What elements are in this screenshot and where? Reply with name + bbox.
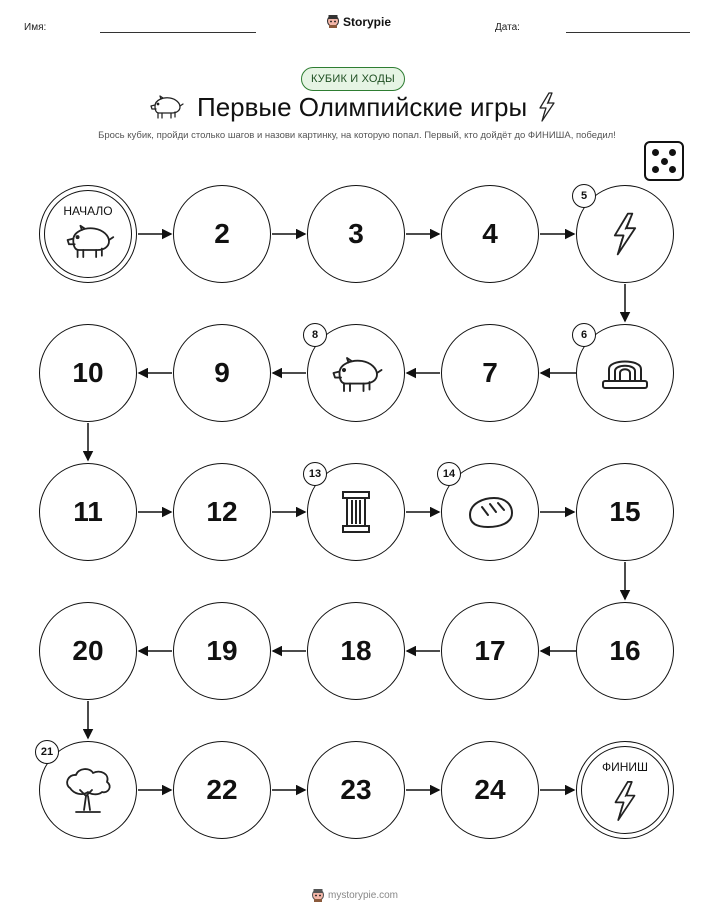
board-cell-10 <box>39 324 137 422</box>
board-cell-18 <box>307 602 405 700</box>
board-cell-7 <box>441 324 539 422</box>
board-cell-9 <box>173 324 271 422</box>
board-cell-16 <box>576 602 674 700</box>
boar-icon <box>329 352 383 394</box>
brand-name: Storypie <box>343 14 392 29</box>
cell-number: 24 <box>474 774 506 805</box>
finish-label: ФИНИШ <box>601 760 649 774</box>
board-cell-23 <box>307 741 405 839</box>
board-cell-12 <box>173 463 271 561</box>
cell-number: 18 <box>340 635 372 666</box>
board-cell-8 <box>307 324 405 422</box>
cell-number: 11 <box>73 496 103 527</box>
cell-number-badge: 13 <box>303 462 327 486</box>
cell-number: 17 <box>474 635 506 666</box>
cell-number: 4 <box>482 218 498 249</box>
board-cell-14 <box>441 463 539 561</box>
bread-icon <box>466 495 514 529</box>
cell-number-badge: 5 <box>572 184 596 208</box>
page-title: Первые Олимпийские игры <box>197 92 528 122</box>
cell-number: 20 <box>72 635 104 666</box>
board-cell-17 <box>441 602 539 700</box>
board-cell-11 <box>39 463 137 561</box>
finish-cell <box>576 741 674 839</box>
cell-number: 12 <box>206 496 238 527</box>
cell-number: 10 <box>72 357 104 388</box>
boar-icon <box>63 220 115 260</box>
board-cell-15 <box>576 463 674 561</box>
cell-number: 22 <box>206 774 238 805</box>
board-cell-13 <box>307 463 405 561</box>
cell-number-badge: 8 <box>303 323 327 347</box>
footer-site[interactable]: mystorypie.com <box>328 890 399 901</box>
board-cell-4 <box>441 185 539 283</box>
start-label: НАЧАЛО <box>63 204 113 218</box>
start-cell <box>39 185 137 283</box>
cell-number: 16 <box>609 635 641 666</box>
cell-number: 23 <box>340 774 372 805</box>
cell-number: 3 <box>348 218 364 249</box>
lightning-icon <box>609 212 641 256</box>
board-cell-19 <box>173 602 271 700</box>
cell-number-badge: 14 <box>437 462 461 486</box>
name-label: Имя: <box>24 22 47 33</box>
board-cell-24 <box>441 741 539 839</box>
board-cell-2 <box>173 185 271 283</box>
hearth-arch-icon <box>599 355 651 391</box>
cell-number: 2 <box>214 218 230 249</box>
board-cell-21 <box>39 741 137 839</box>
board-cell-5 <box>576 185 674 283</box>
cell-number: 7 <box>482 357 498 388</box>
cell-number: 19 <box>206 635 238 666</box>
cell-number: 9 <box>214 357 230 388</box>
board-cell-3 <box>307 185 405 283</box>
footer <box>311 888 398 903</box>
board-cell-6 <box>576 324 674 422</box>
board-cell-22 <box>173 741 271 839</box>
board-cell-20 <box>39 602 137 700</box>
cell-number-badge: 21 <box>35 740 59 764</box>
cell-number: 15 <box>609 496 641 527</box>
instructions: Брось кубик, пройди столько шагов и назови картинку, на которую попал. Первый, кто дойдёт до ФИНИША, победил! <box>98 130 616 141</box>
lightning-icon <box>610 780 640 822</box>
category-badge: КУБИК И ХОДЫ <box>301 67 405 91</box>
date-label: Дата: <box>495 22 520 33</box>
cell-number-badge: 6 <box>572 323 596 347</box>
olive-tree-icon <box>62 766 114 814</box>
column-icon <box>341 490 371 534</box>
storypie-mascot-icon <box>311 888 325 903</box>
